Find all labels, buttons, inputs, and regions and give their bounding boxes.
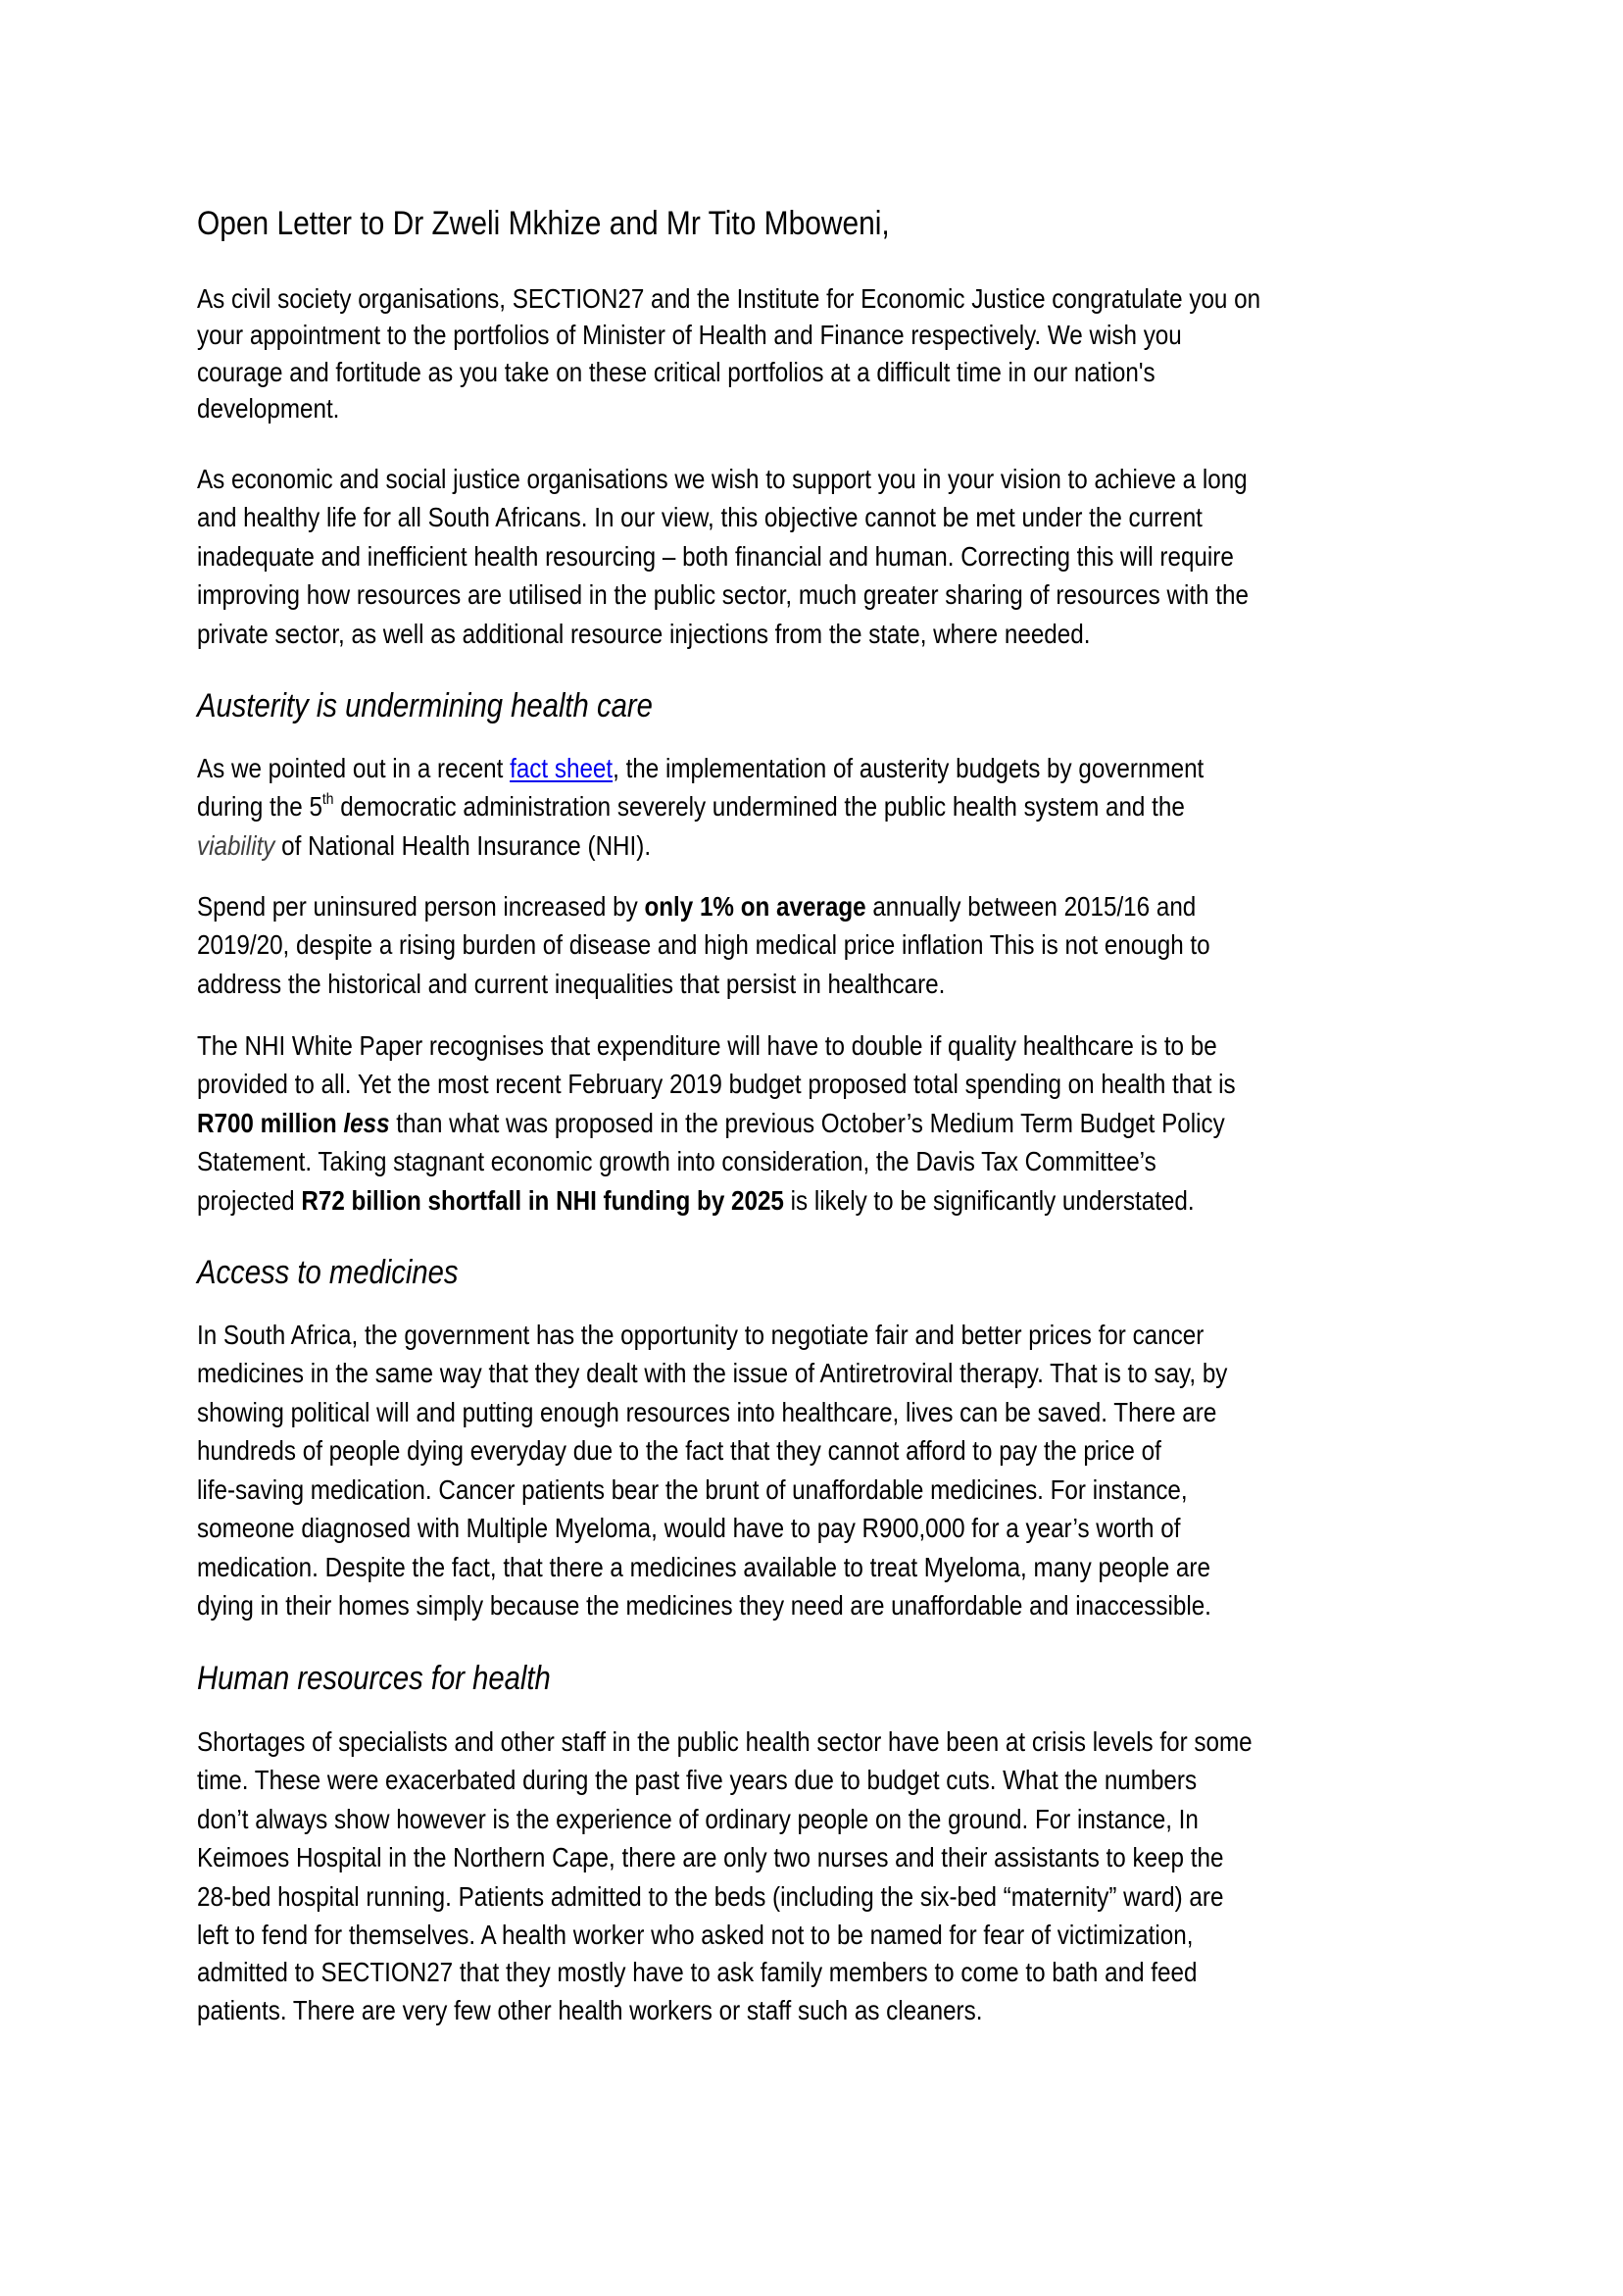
- text-line: provided to all. Yet the most recent February 2019 budget proposed total spending on health that is: [197, 1069, 1236, 1099]
- text-line: medication. Despite the fact, that there a medicines available to treat Myeloma, many people are: [197, 1552, 1210, 1582]
- text-line: admitted to SECTION27 that they mostly have to ask family members to come to bath and feed: [197, 1957, 1198, 1987]
- emphasis-viability: viability: [197, 830, 275, 861]
- letter-title: Open Letter to Dr Zweli Mkhize and Mr Tito Mboweni,: [197, 205, 890, 242]
- text-line: As civil society organisations, SECTION27 and the Institute for Economic Justice congratulate you on: [197, 283, 1261, 314]
- text-run: , the implementation of austerity budgets by government: [613, 753, 1205, 783]
- text-line: [197, 1185, 1195, 1217]
- text-run: of National Health Insurance (NHI).: [274, 830, 652, 861]
- text-line: dying in their homes simply because the medicines they need are unaffordable and inaccessible.: [197, 1590, 1211, 1621]
- text-line: don’t always show however is the experience of ordinary people on the ground. For instance, In: [197, 1804, 1199, 1834]
- bold-highlight: R72 billion shortfall in NHI funding by 2025: [301, 1185, 784, 1216]
- text-line: your appointment to the portfolios of Minister of Health and Finance respectively. We wish you: [197, 320, 1182, 350]
- ordinal-superscript: th: [321, 791, 334, 808]
- text-run: is likely to be significantly understated.: [783, 1185, 1195, 1216]
- bold-highlight: R700 million: [197, 1108, 344, 1138]
- text-line: courage and fortitude as you take on these critical portfolios at a difficult time in our nation's: [197, 357, 1156, 387]
- text-run: projected: [197, 1185, 302, 1216]
- text-line: [197, 830, 651, 862]
- text-line: In South Africa, the government has the opportunity to negotiate fair and better prices for cancer: [197, 1320, 1205, 1350]
- text-run: during the 5: [197, 791, 322, 822]
- text-line: life-saving medication. Cancer patients bear the brunt of unaffordable medicines. For instance,: [197, 1474, 1188, 1505]
- bold-highlight: only 1% on average: [644, 891, 866, 922]
- text-run: than what was proposed in the previous October’s Medium Term Budget Policy: [389, 1108, 1225, 1138]
- text-run: annually between 2015/16 and: [865, 891, 1197, 922]
- section-heading-austerity: Austerity is undermining health care: [197, 687, 653, 724]
- text-line: 28-bed hospital running. Patients admitted to the beds (including the six-bed “maternity” ward) are: [197, 1881, 1224, 1912]
- text-line: improving how resources are utilised in the public sector, much greater sharing of resources with the: [197, 579, 1249, 610]
- text-line: patients. There are very few other health workers or staff such as cleaners.: [197, 1995, 983, 2025]
- text-line: Statement. Taking stagnant economic growth into consideration, the Davis Tax Committee’s: [197, 1146, 1156, 1176]
- text-line: medicines in the same way that they dealt with the issue of Antiretroviral therapy. That is to say, by: [197, 1358, 1228, 1388]
- section-heading-access-to-medicines: Access to medicines: [197, 1254, 459, 1291]
- text-line: showing political will and putting enough resources into healthcare, lives can be saved. There are: [197, 1397, 1217, 1427]
- text-line: inadequate and inefficient health resourcing – both financial and human. Correcting this will require: [197, 541, 1234, 572]
- text-line: [197, 753, 1204, 784]
- text-line: 2019/20, despite a rising burden of disease and high medical price inflation This is not enough to: [197, 929, 1210, 960]
- section-heading-human-resources: Human resources for health: [197, 1660, 551, 1697]
- text-line: someone diagnosed with Multiple Myeloma, would have to pay R900,000 for a year’s worth of: [197, 1513, 1181, 1543]
- text-line: development.: [197, 393, 340, 424]
- text-line: As economic and social justice organisations we wish to support you in your vision to achieve a long: [197, 464, 1248, 494]
- text-line: and healthy life for all South Africans. In our view, this objective cannot be met under the current: [197, 502, 1203, 532]
- text-run: As we pointed out in a recent: [197, 753, 511, 783]
- text-line: The NHI White Paper recognises that expenditure will have to double if quality healthcare is to be: [197, 1030, 1217, 1061]
- text-run: Spend per uninsured person increased by: [197, 891, 645, 922]
- text-line: [197, 1108, 1225, 1139]
- text-line: hundreds of people dying everyday due to the fact that they cannot afford to pay the price of: [197, 1435, 1161, 1466]
- text-run: democratic administration severely undermined the public health system and the: [333, 791, 1185, 822]
- text-line: [197, 791, 1185, 823]
- fact-sheet-link[interactable]: fact sheet: [510, 753, 614, 783]
- text-line: time. These were exacerbated during the past five years due to budget cuts. What the numbers: [197, 1765, 1198, 1795]
- text-line: private sector, as well as additional resource injections from the state, where needed.: [197, 619, 1091, 649]
- text-line: Keimoes Hospital in the Northern Cape, there are only two nurses and their assistants to keep the: [197, 1842, 1224, 1872]
- text-line: address the historical and current inequalities that persist in healthcare.: [197, 969, 946, 999]
- text-line: Shortages of specialists and other staff in the public health sector have been at crisis levels for some: [197, 1726, 1253, 1757]
- bold-italic-highlight: less: [343, 1108, 390, 1138]
- text-line: left to fend for themselves. A health worker who asked not to be named for fear of victimization,: [197, 1920, 1194, 1950]
- text-line: [197, 891, 1196, 923]
